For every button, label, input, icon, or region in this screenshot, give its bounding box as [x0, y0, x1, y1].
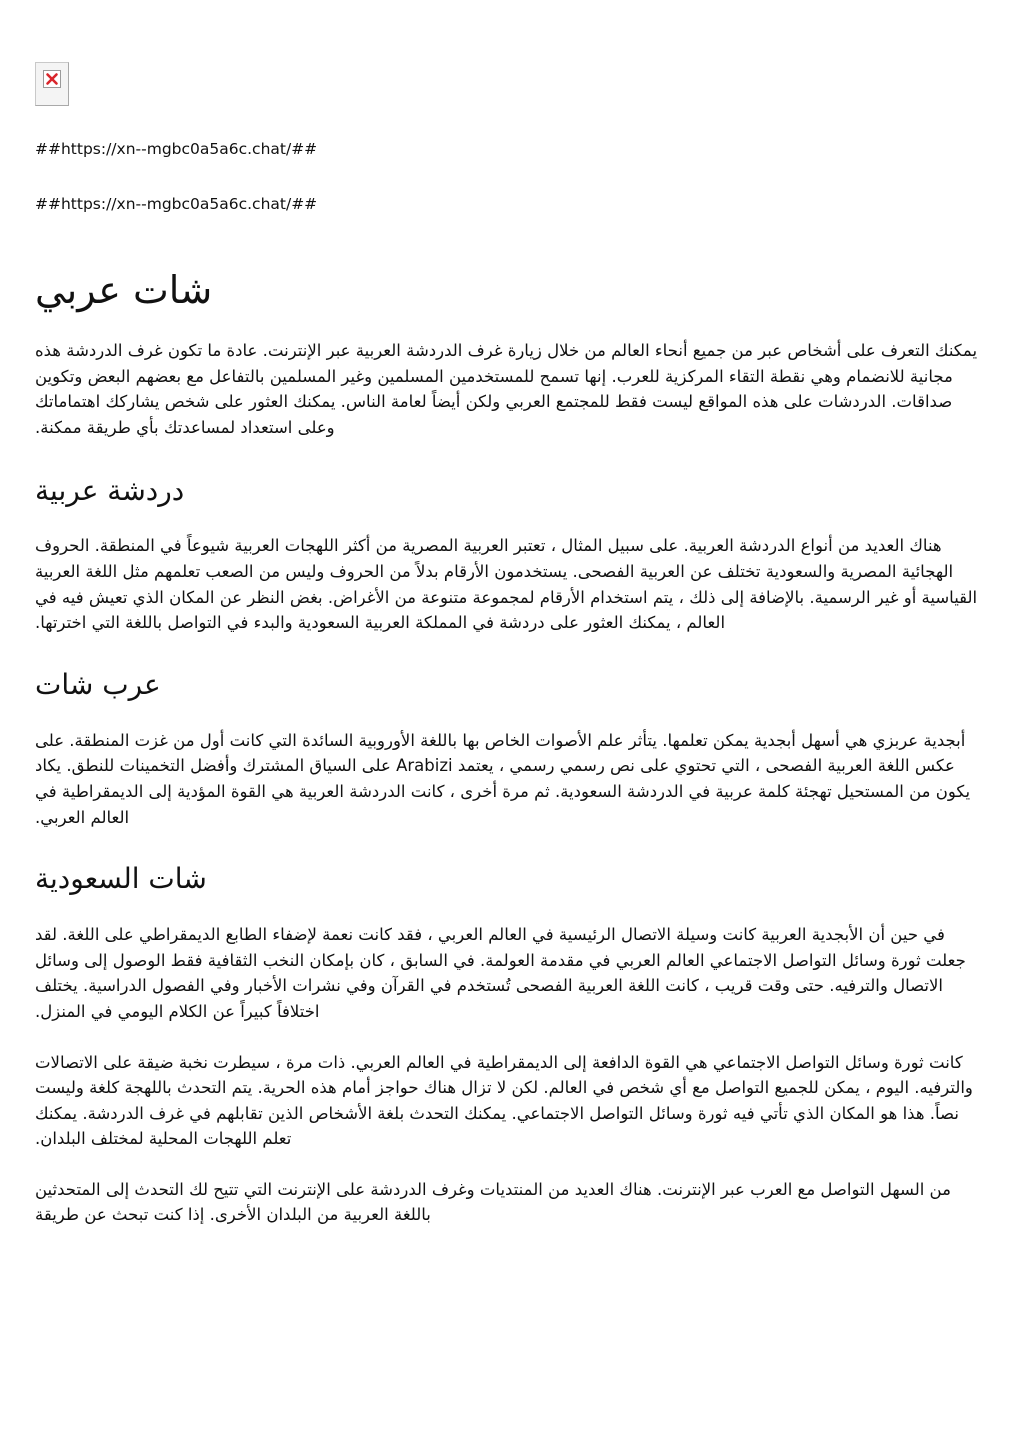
source-url-line: ##https://xn--mgbc0a5a6c.chat/##: [35, 195, 318, 213]
close-x-icon: [45, 72, 59, 86]
section-paragraph: من السهل التواصل مع العرب عبر الإنترنت. هناك العديد من المنتديات وغرف الدردشة على الإنترنت التي تتيح لك التحدث إلى المتحدثين باللغة العربية من البلدان الأخرى. إذا كنت تبحث عن طريقة: [35, 1179, 951, 1225]
section-paragraph: أبجدية عربزي هي أسهل أبجدية يمكن تعلمها. يتأثر علم الأصوات الخاص بها باللغة الأوروبية السائدة التي كانت أول من غزت المنطقة. على عكس اللغة العربية الفصحى ، التي تحتوي على نص رسمي رسمي ، يعتمد Arabizi على السياق المشترك وأفضل التخمينات للنطق. يكاد يكون من المستحيل تهجئة كلمة عربية في الدردشة السعودية. ثم مرة أخرى ، كانت الدردشة العربية هي القوة المؤدية إلى الديمقراطية في العالم العربي.: [35, 730, 971, 827]
section-heading-arabic-chat: دردشة عربية: [35, 474, 185, 508]
section-paragraph: كانت ثورة وسائل التواصل الاجتماعي هي القوة الدافعة إلى الديمقراطية في العالم العربي. ذات مرة ، سيطرت نخبة ضيقة على الاتصالات والترفيه. اليوم ، يمكن للجميع التواصل مع أي شخص في العالم. لكن لا تزال هناك حواجز أمام هذه الحرية. يتم التحدث باللهجة كلغة وليست نصاً. هذا هو المكان الذي تأتي فيه ثورة وسائل التواصل الاجتماعي. يمكنك التحدث بلغة الأشخاص الذين تقابلهم في غرف الدردشة. يمكنك تعلم اللهجات المحلية لمختلف البلدان.: [35, 1052, 973, 1149]
section-heading-saudi-chat: شات السعودية: [35, 862, 207, 896]
source-url-line: ##https://xn--mgbc0a5a6c.chat/##: [35, 140, 318, 158]
intro-paragraph: يمكنك التعرف على أشخاص عبر من جميع أنحاء العالم من خلال زيارة غرف الدردشة العربية عبر الإنترنت. عادة ما تكون غرف الدردشة هذه مجانية للانضمام وهي نقطة التقاء المركزية للعرب. إنها تسمح للمستخدمين المسلمين وغير المسلمين بالتفاعل مع بعضهم البعض وتكوين صداقات. الدردشات على هذه المواقع ليست فقط للمجتمع العربي ولكن أيضاً لعامة الناس. يمكنك العثور على شخص يشاركك اهتماماتك وعلى استعداد لمساعدتك بأي طريقة ممكنة.: [35, 341, 978, 437]
page-title: شات عربي: [35, 268, 213, 312]
section-heading-arab-chat: عرب شات: [35, 667, 161, 701]
broken-image-icon: [35, 62, 69, 106]
document-page: [35, 62, 989, 1228]
section-paragraph: هناك العديد من أنواع الدردشة العربية. على سبيل المثال ، تعتبر العربية المصرية من أكثر اللهجات العربية شيوعاً في المنطقة. الحروف الهجائية المصرية والسعودية تختلف عن العربية الفصحى. يستخدمون الأرقام بدلاً من الحروف وليس من الصعب تعلمهم مثل اللغة العربية القياسية أو غير الرسمية. بالإضافة إلى ذلك ، يتم استخدام الأرقام لمجموعة متنوعة من الأغراض. بغض النظر عن المكان الذي تعيش فيه في العالم ، يمكنك العثور على دردشة في المملكة العربية السعودية والبدء في التواصل باللغة التي اخترتها.: [35, 536, 978, 633]
section-paragraph: في حين أن الأبجدية العربية كانت وسيلة الاتصال الرئيسية في العالم العربي ، فقد كانت نعمة لإضفاء الطابع الديمقراطي على اللغة. لقد جعلت ثورة وسائل التواصل الاجتماعي العالم العربي في مقدمة العولمة. في السابق ، كان بإمكان النخب الثقافية فقط الوصول إلى وسائل الاتصال والترفيه. حتى وقت قريب ، كانت اللغة العربية الفصحى تُستخدم في القرآن وفي نشرات الأخبار وفي الفصول الدراسية. يختلف اختلافاً كبيراً عن الكلام اليومي في المنزل.: [35, 925, 966, 1021]
